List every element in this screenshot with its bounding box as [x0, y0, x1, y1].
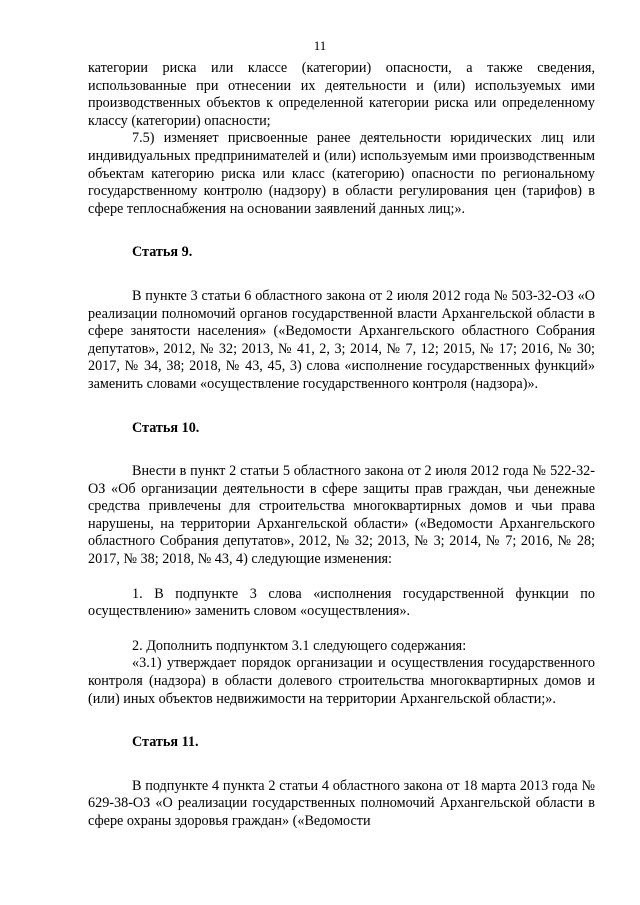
article-10-item-2-quote: «3.1) утверждает порядок организации и осуществления государственного контроля (надзора) в области долевого строительства многоквартирных домов и (или) иных объектов недвижимости на территории Архангельской области;». — [88, 655, 595, 707]
paragraph-item-7-5: 7.5) изменяет присвоенные ранее деятельности юридических лиц или индивидуальных предпринимателей и (или) используемым ими производственным объектам категорию риска или класс (категорию) опасности по региональному государственному контролю (надзору) в области регулирования цен (тарифов) в сфере теплоснабжения на основании заявлений данных лиц;». — [88, 130, 595, 217]
article-10-item-2: 2. Дополнить подпунктом 3.1 следующего содержания: — [132, 637, 467, 654]
article-10-item-1: 1. В подпункте 3 слова «исполнения государственной функции по осуществлению» заменить словом «осуществления». — [88, 585, 595, 620]
document-body — [88, 60, 595, 831]
article-9-heading: Статья 9. — [132, 244, 193, 261]
article-10-heading: Статья 10. — [132, 419, 200, 436]
article-9-text: В пункте 3 статьи 6 областного закона от 2 июля 2012 года № 503-32-ОЗ «О реализации полномочий органов государственной власти Архангельской области в сфере занятости населения» («Ведомости Архангельского областного Собрания депутатов», 2012, № 32; 2013, № 41, 2, 3; 2014, № 7, 12; 2015, № 17; 2016, № 30; 2017, № 34, 38; 2018, № 43, 45, 3) слова «исполнение государственных функций» заменить словами «осуществление государственного контроля (надзора)». — [88, 287, 595, 392]
page-number: 11 — [313, 38, 327, 53]
paragraph-continuation: категории риска или классе (категории) опасности, а также сведения, использованные при отнесении их деятельности и (или) используемых ими производственных объектов к определенной категории риска или определенному классу (категории) опасности; — [88, 60, 595, 129]
article-11-text: В подпункте 4 пункта 2 статьи 4 областного закона от 18 марта 2013 года № 629-38-ОЗ «О реализации государственных полномочий Архангельской области в сфере охраны здоровья граждан» («Ведомости — [88, 777, 595, 829]
article-11-heading: Статья 11. — [132, 734, 199, 751]
article-10-text: Внести в пункт 2 статьи 5 областного закона от 2 июля 2012 года № 522-32-ОЗ «Об организации деятельности в сфере защиты прав граждан, чьи денежные средства привлечены для строительства многоквартирных домов и чьи права нарушены, на территории Архангельской области» («Ведомости Архангельского областного Собрания депутатов», 2012, № 32; 2013, № 3; 2014, № 7; 2016, № 28; 2017, № 38; 2018, № 43, 4) следующие изменения: — [88, 463, 595, 568]
